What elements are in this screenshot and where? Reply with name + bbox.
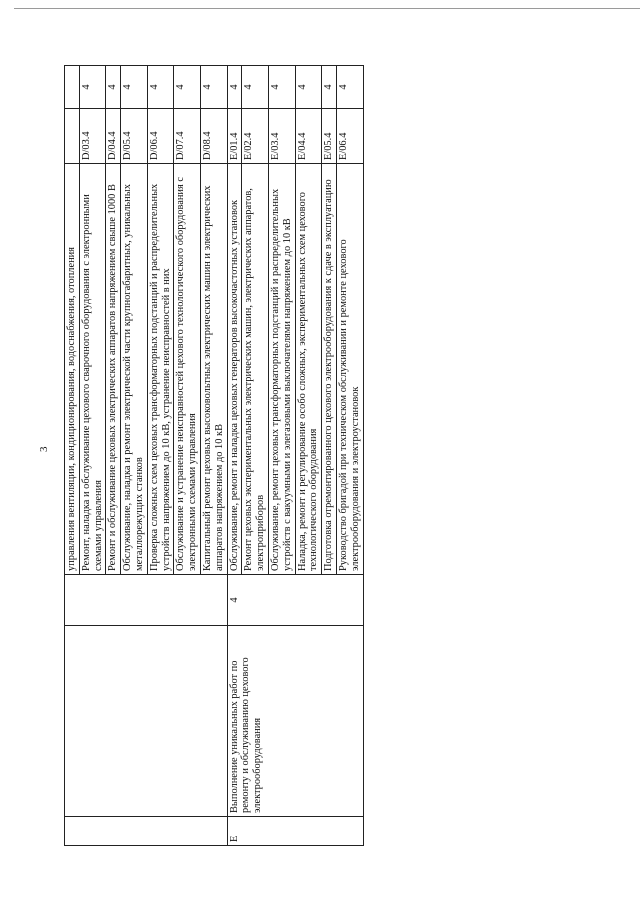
- function-name: Обслуживание, ремонт и наладка цеховых генераторов высокочастотных установок: [227, 164, 242, 575]
- function-code: [65, 109, 80, 164]
- function-code: E/06.4: [336, 109, 363, 164]
- function-level: 4: [79, 66, 106, 109]
- function-code: D/03.4: [79, 109, 106, 164]
- function-code: D/06.4: [147, 109, 174, 164]
- group-level: 4: [227, 575, 363, 626]
- page-top-rule: [14, 8, 640, 9]
- function-code: E/05.4: [322, 109, 337, 164]
- function-level: 4: [200, 66, 227, 109]
- page-number: 3: [38, 446, 50, 452]
- function-level: 4: [147, 66, 174, 109]
- functions-table: [64, 65, 364, 846]
- function-level: 4: [295, 66, 322, 109]
- function-name: Ремонт, наладка и обслуживание цехового сварочного оборудования с электронными схемами управления: [79, 164, 106, 575]
- rotated-table-container: [64, 65, 574, 846]
- function-name: Обслуживание и устранение неисправностей цехового технологического оборудования с электронными схемами управления: [174, 164, 201, 575]
- function-code: E/04.4: [295, 109, 322, 164]
- function-name: Ремонт и обслуживание цеховых электрических аппаратов напряжением свыше 1000 В: [106, 164, 121, 575]
- function-code: D/08.4: [200, 109, 227, 164]
- function-level: 4: [227, 66, 242, 109]
- function-name: Ремонт цеховых экспериментальных электрических машин, электрических аппаратов, электроприборов: [242, 164, 269, 575]
- group-name: Выполнение уникальных работ по ремонту и обслуживанию цехового электрооборудования: [227, 626, 363, 817]
- function-name: Наладка, ремонт и регулирование особо сложных, экспериментальных схем цехового технологического оборудования: [295, 164, 322, 575]
- cell-empty-b: [65, 626, 228, 817]
- function-level: 4: [322, 66, 337, 109]
- function-level: 4: [242, 66, 269, 109]
- group-code: E: [227, 817, 363, 846]
- cell-empty-c: [65, 575, 228, 626]
- function-name: Обслуживание, наладка и ремонт электрической части крупногабаритных, уникальных металлорежущих станков: [121, 164, 148, 575]
- table-row: [227, 66, 242, 846]
- function-code: E/03.4: [268, 109, 295, 164]
- cell-empty-a: [65, 817, 228, 846]
- function-name: управления вентиляции, кондиционирования, водоснабжения, отопления: [65, 164, 80, 575]
- function-name: Обслуживание, ремонт цеховых трансформаторных подстанций и распределительных устройств с вакуумными и элегазовыми выключателями напряжением до 10 кВ: [268, 164, 295, 575]
- table-row: [65, 66, 80, 846]
- function-level: 4: [121, 66, 148, 109]
- function-name: Проверка сложных схем цеховых трансформаторных подстанций и распределительных устройств напряжением до 10 кВ, устранение неисправностей в них: [147, 164, 174, 575]
- function-level: 4: [174, 66, 201, 109]
- function-code: D/04.4: [106, 109, 121, 164]
- function-level: 4: [336, 66, 363, 109]
- function-level: 4: [268, 66, 295, 109]
- function-level: [65, 66, 80, 109]
- function-name: Подготовка отремонтированного цехового электрооборудования к сдаче в эксплуатацию: [322, 164, 337, 575]
- function-code: D/07.4: [174, 109, 201, 164]
- function-level: 4: [106, 66, 121, 109]
- function-code: E/02.4: [242, 109, 269, 164]
- function-code: D/05.4: [121, 109, 148, 164]
- function-name: Капитальный ремонт цеховых высоковольтных электрических машин и электрических аппаратов напряжением до 10 кВ: [200, 164, 227, 575]
- function-code: E/01.4: [227, 109, 242, 164]
- function-name: Руководство бригадой при техническом обслуживании и ремонте цехового электрооборудования и электроустановок: [336, 164, 363, 575]
